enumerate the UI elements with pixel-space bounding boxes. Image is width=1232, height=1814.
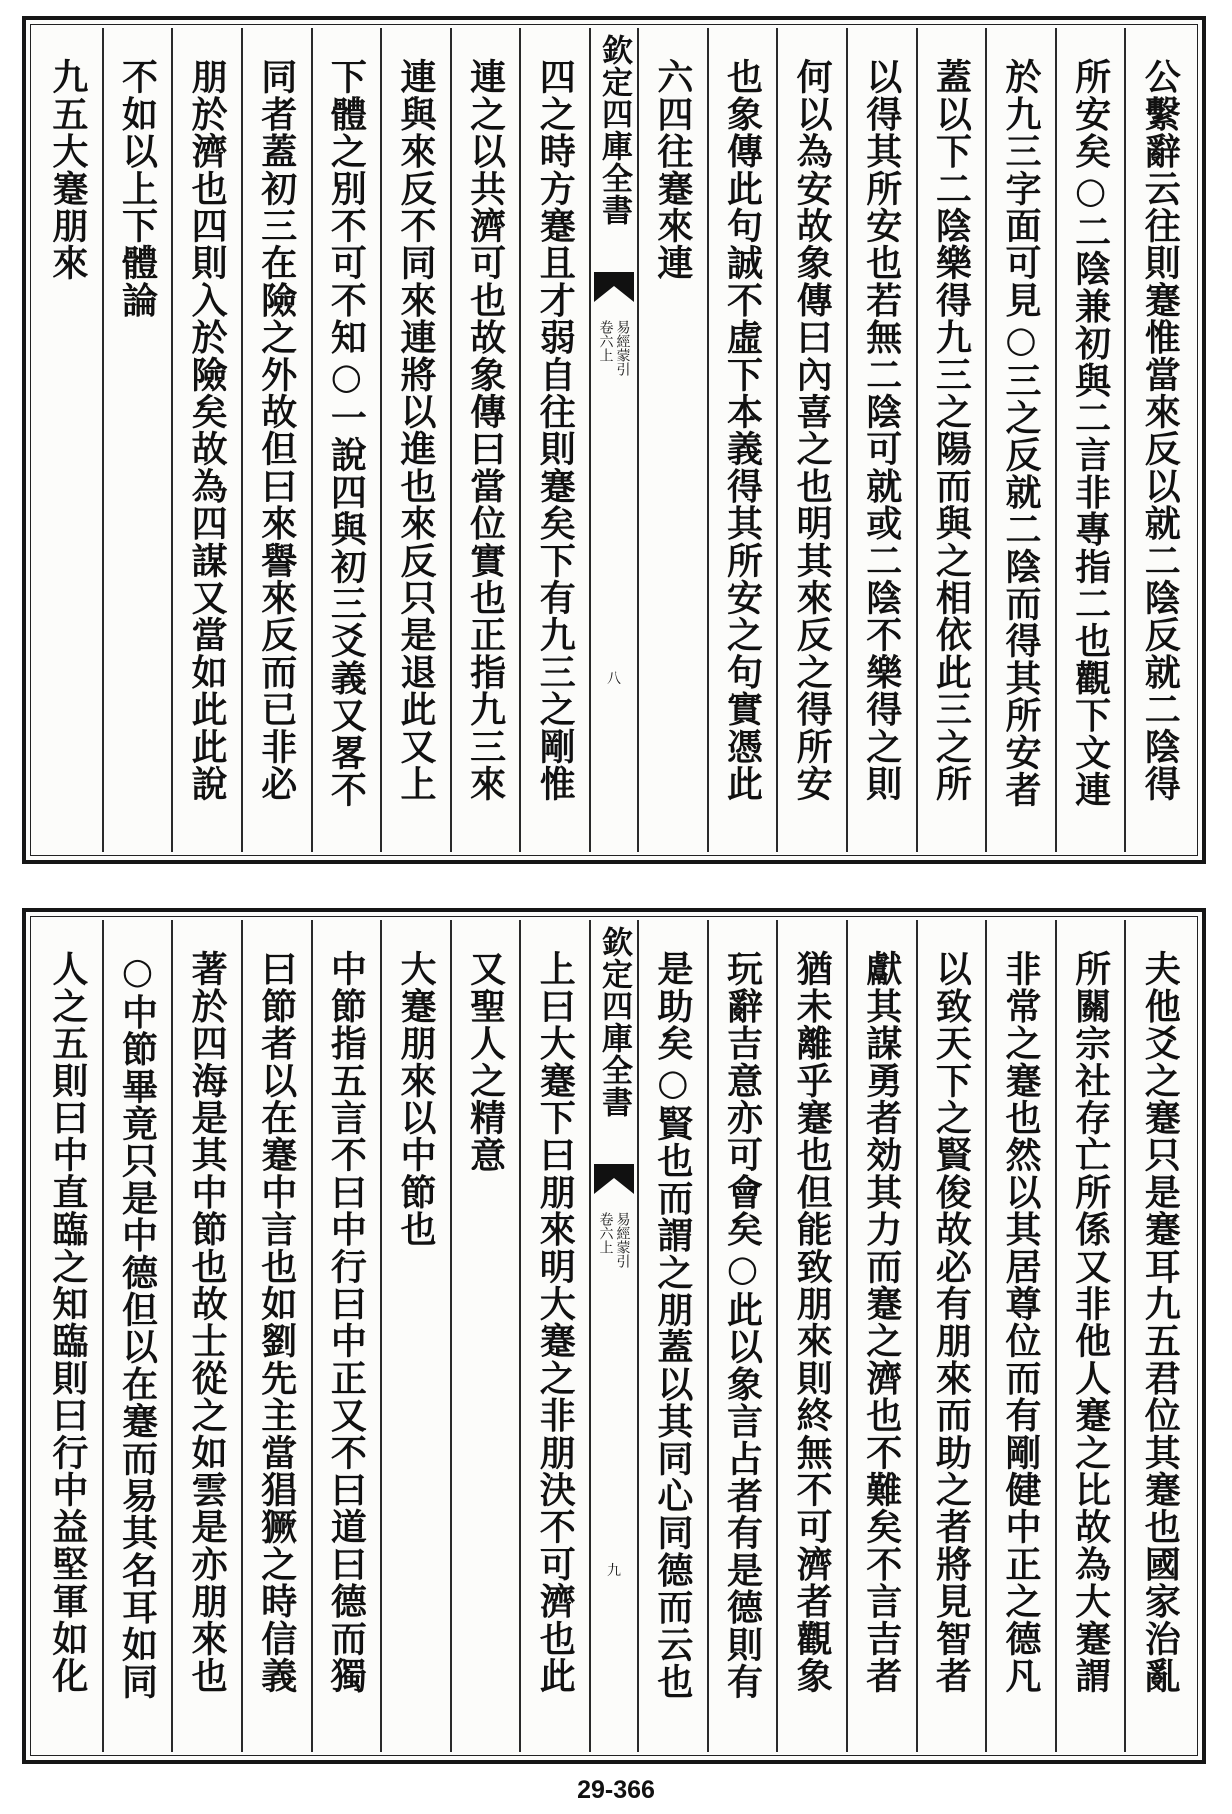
- text-column: [241, 920, 311, 1752]
- text-column: [380, 920, 450, 1752]
- text-column: [171, 920, 241, 1752]
- upper-book-page: [22, 16, 1206, 864]
- column-text: 連與來反不同來連將以進也來反只是退此又上: [394, 58, 437, 802]
- column-text: 同者蓋初三在險之外故但曰來譽來反而已非必: [255, 58, 298, 802]
- text-column: [241, 28, 311, 852]
- text-column: [916, 920, 986, 1752]
- column-text: 九五大蹇朋來: [46, 58, 89, 282]
- column-text: 著於四海是其中節也故士從之如雲是亦朋來也: [186, 950, 229, 1694]
- column-text: 朋於濟也四則入於險矣故為四謀又當如此此說: [186, 58, 229, 802]
- center-gutter: [589, 920, 637, 1752]
- column-text: 所安矣○二陰兼初與二言非專指二也觀下文連: [1069, 58, 1112, 808]
- column-text: 夫他爻之蹇只是蹇耳九五君位其蹇也國家治亂: [1139, 950, 1182, 1694]
- column-text: 獻其謀勇者効其力而蹇之濟也不難矣不言吉者: [860, 950, 903, 1694]
- text-column: [637, 28, 707, 852]
- column-text: 連之以共濟可也故象傳曰當位實也正指九三來: [464, 58, 507, 802]
- text-column: [637, 920, 707, 1752]
- text-column: [450, 920, 520, 1752]
- column-text: 蓋以下二陰樂得九三之陽而與之相依此三之所: [930, 58, 973, 802]
- folio-number: 九: [607, 1563, 621, 1579]
- lower-text-columns: [34, 920, 1194, 1752]
- text-column: [985, 920, 1055, 1752]
- text-column: [171, 28, 241, 852]
- column-text: 公繫辭云往則蹇惟當來反以就二陰反就二陰得: [1139, 58, 1182, 802]
- fish-tail-mark-icon: [594, 272, 634, 302]
- volume-title: 易經蒙引: [614, 1212, 631, 1268]
- column-text: 下體之別不可不知○一說四與初三爻義又畧不: [325, 58, 368, 808]
- gutter-meta: [598, 320, 631, 376]
- book-title: 欽定四庫全書: [596, 926, 632, 1118]
- column-text: 以得其所安也若無二陰可就或二陰不樂得之則: [860, 58, 903, 802]
- text-column: [311, 28, 381, 852]
- book-title: 欽定四庫全書: [596, 34, 632, 226]
- text-column: [846, 920, 916, 1752]
- column-text: 也象傳此句誠不虛下本義得其所安之句實憑此: [721, 58, 764, 802]
- text-column: [776, 28, 846, 852]
- text-column: [707, 28, 777, 852]
- column-text: 於九三字面可見○三之反就二陰而得其所安者: [999, 58, 1042, 808]
- column-text: 人之五則曰中直臨之知臨則曰行中益堅軍如化: [46, 950, 89, 1694]
- column-text: ○中節畢竟只是中德但以在蹇而易其名耳如同: [116, 950, 159, 1700]
- column-text: 玩辭吉意亦可會矣○此以象言占者有是德則有: [721, 950, 764, 1700]
- upper-text-columns: [34, 28, 1194, 852]
- text-column: [450, 28, 520, 852]
- column-text: 上曰大蹇下曰朋來明大蹇之非朋決不可濟也此: [534, 950, 577, 1694]
- column-text: 所關宗社存亡所係又非他人蹇之比故為大蹇謂: [1069, 950, 1112, 1694]
- column-text: 何以為安故象傳曰內喜之也明其來反之得所安: [791, 58, 834, 802]
- text-column: [1055, 28, 1125, 852]
- text-column: [916, 28, 986, 852]
- volume-title: 易經蒙引: [614, 320, 631, 376]
- column-text: 不如以上下體論: [116, 58, 159, 319]
- column-text: 中節指五言不曰中行曰中正又不曰道曰德而獨: [325, 950, 368, 1694]
- text-column: [707, 920, 777, 1752]
- text-column: [1124, 28, 1194, 852]
- column-text: 六四往蹇來連: [651, 58, 694, 282]
- text-column: [519, 920, 589, 1752]
- text-column: [34, 28, 102, 852]
- text-column: [102, 28, 172, 852]
- folio-number: 八: [607, 671, 621, 687]
- column-text: 非常之蹇也然以其居尊位而有剛健中正之德凡: [999, 950, 1042, 1694]
- text-column: [102, 920, 172, 1752]
- column-text: 曰節者以在蹇中言也如劉先主當猖獗之時信義: [255, 950, 298, 1694]
- text-column: [776, 920, 846, 1752]
- text-column: [985, 28, 1055, 852]
- text-column: [380, 28, 450, 852]
- page-number: 29-366: [577, 1776, 655, 1804]
- column-text: 是助矣○賢也而謂之朋蓋以其同心同德而云也: [651, 950, 694, 1700]
- lower-book-page: [22, 908, 1206, 1764]
- text-column: [519, 28, 589, 852]
- fish-tail-mark-icon: [594, 1164, 634, 1194]
- column-text: 以致天下之賢俊故必有朋來而助之者將見智者: [930, 950, 973, 1694]
- column-text: 四之時方蹇且才弱自往則蹇矣下有九三之剛惟: [534, 58, 577, 802]
- text-column: [34, 920, 102, 1752]
- column-text: 大蹇朋來以中節也: [394, 950, 437, 1248]
- chapter-label: 卷六上: [597, 1212, 614, 1254]
- text-column: [1055, 920, 1125, 1752]
- center-gutter: [589, 28, 637, 852]
- text-column: [1124, 920, 1194, 1752]
- gutter-meta: [598, 1212, 631, 1268]
- column-text: 猶未離乎蹇也但能致朋來則終無不可濟者觀象: [791, 950, 834, 1694]
- chapter-label: 卷六上: [597, 320, 614, 362]
- column-text: 又聖人之精意: [464, 950, 507, 1174]
- text-column: [846, 28, 916, 852]
- text-column: [311, 920, 381, 1752]
